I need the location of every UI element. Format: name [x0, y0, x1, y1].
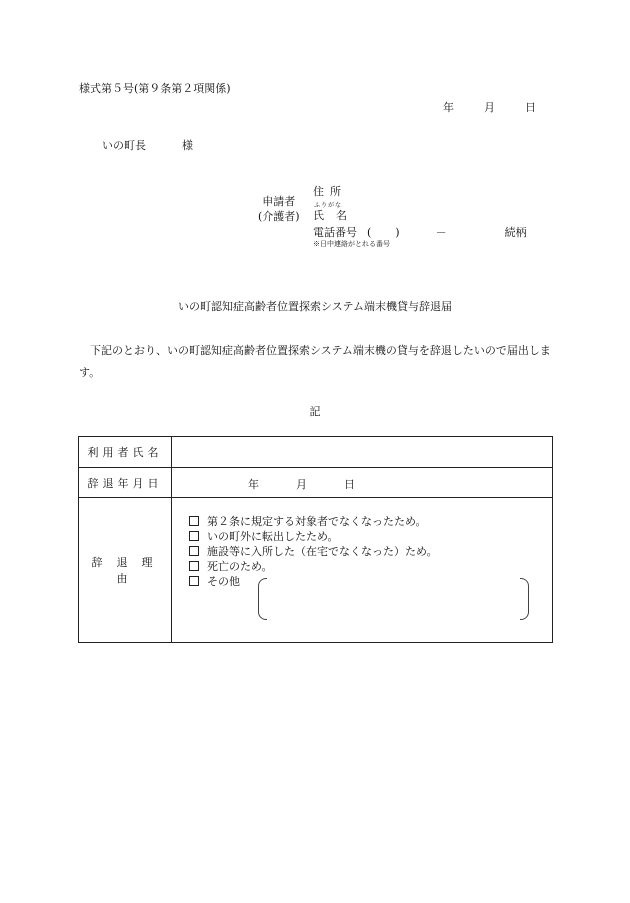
reason-label: 辞退理由 — [79, 498, 172, 643]
checkbox[interactable] — [189, 546, 199, 556]
withdraw-date-row — [79, 468, 553, 498]
phone-dash: － — [435, 226, 447, 239]
phone-note: ※日中連絡がとれる番号 — [313, 240, 390, 248]
address-label: 住所 — [313, 185, 347, 198]
submission-date — [443, 99, 536, 115]
phone-row — [313, 224, 527, 240]
applicant-label-line2: (介護者) — [258, 210, 300, 223]
honorific: 様 — [182, 139, 193, 152]
applicant-label-line1: 申請者 — [262, 195, 296, 208]
reason-text: いの町外に転出したため。 — [207, 530, 339, 543]
withdrawal-form-table — [78, 436, 553, 643]
form-number: 様式第５号(第９条第２項関係) — [79, 82, 231, 95]
phone-label: 電話番号 — [313, 226, 357, 239]
document-body: 下記のとおり、いの町認知症高齢者位置探索システム端末機の貸与を辞退したいので届出します。 — [79, 344, 551, 379]
withdraw-date-day: 日 — [344, 478, 355, 491]
addressee — [102, 137, 193, 153]
ki-heading: 記 — [309, 405, 321, 418]
checkbox[interactable] — [189, 531, 199, 541]
reason-item[interactable] — [189, 514, 438, 529]
reason-item[interactable] — [189, 574, 438, 589]
relation-label: 続柄 — [504, 226, 527, 239]
reason-text: 施設等に入所した（在宅でなくなった）ため。 — [207, 545, 438, 558]
reason-text: 死亡のため。 — [207, 560, 273, 573]
user-name-field[interactable] — [172, 437, 553, 468]
user-name-row — [79, 437, 553, 468]
document-title: いの町認知症高齢者位置探索システム端末機貸与辞退届 — [178, 300, 452, 313]
other-reason-bracket-left — [258, 578, 267, 620]
withdraw-date-month: 月 — [296, 478, 307, 491]
reason-text: 第２条に規定する対象者でなくなったため。 — [207, 515, 427, 528]
checkbox[interactable] — [189, 561, 199, 571]
furigana-label: ふりがな — [314, 202, 343, 209]
phone-paren-open: ( — [367, 226, 372, 239]
reason-item[interactable] — [189, 559, 438, 574]
reason-list — [189, 514, 438, 589]
other-reason-bracket-right — [520, 578, 529, 620]
phone-paren-close: ) — [395, 226, 400, 239]
date-year: 年 — [443, 101, 454, 114]
applicant-label — [258, 194, 300, 224]
withdraw-date-label: 辞退年月日 — [79, 468, 172, 498]
date-month: 月 — [484, 101, 495, 114]
reason-row — [79, 498, 553, 643]
withdraw-date-field[interactable] — [172, 468, 553, 498]
reason-item[interactable] — [189, 529, 438, 544]
name-label: 氏名 — [313, 209, 359, 222]
checkbox[interactable] — [189, 576, 199, 586]
reason-item[interactable] — [189, 544, 438, 559]
withdraw-date-year: 年 — [248, 478, 259, 491]
checkbox[interactable] — [189, 516, 199, 526]
reason-field — [172, 498, 553, 643]
user-name-label: 利用者氏名 — [79, 437, 172, 468]
date-day: 日 — [525, 101, 536, 114]
reason-text: その他 — [207, 575, 240, 588]
addressee-name: いの町長 — [102, 139, 146, 152]
